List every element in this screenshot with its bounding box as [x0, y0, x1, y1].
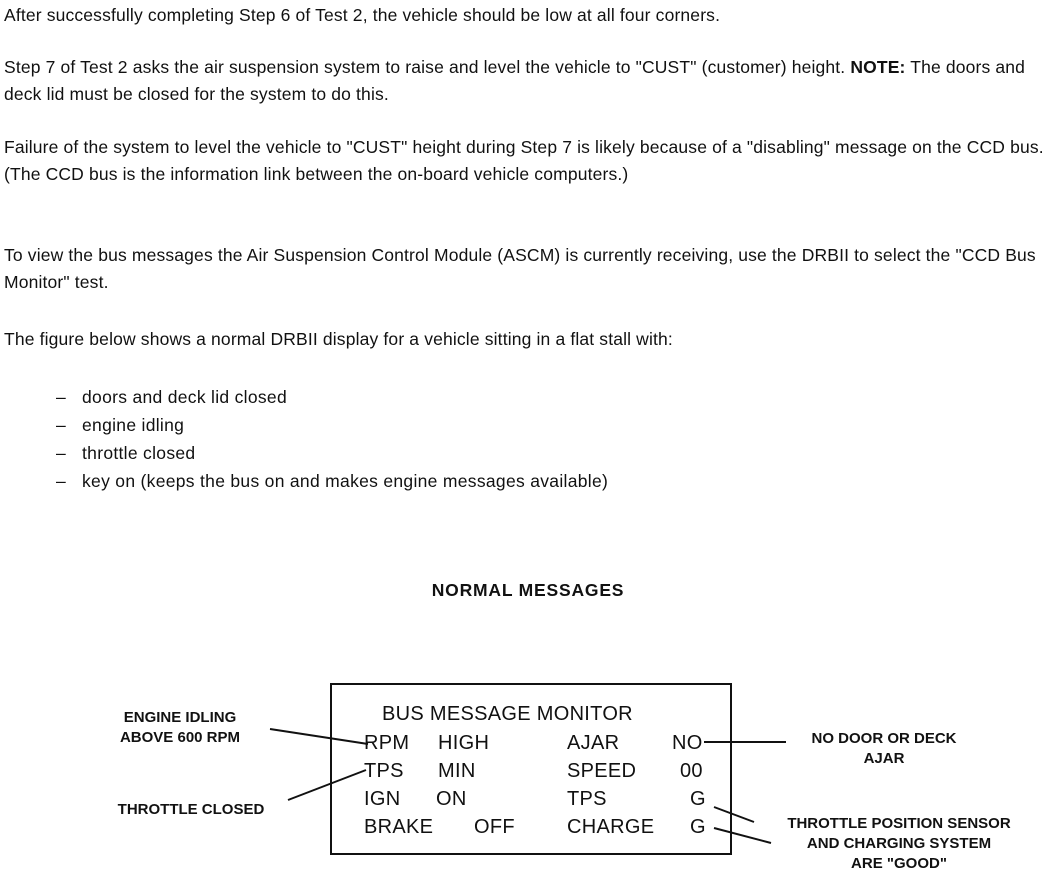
annotation-line: ARE "GOOD" [851, 855, 947, 872]
monitor-label: TPS [567, 788, 607, 810]
list-item-text: doors and deck lid closed [82, 387, 287, 407]
annotation-sensors-good [756, 814, 1042, 874]
annotation-engine-idling [90, 708, 270, 748]
annotation-no-door-ajar [788, 729, 980, 769]
bullet-marker: – [56, 415, 67, 435]
figure-heading: NORMAL MESSAGES [431, 580, 625, 600]
monitor-label: TPS [364, 760, 404, 782]
monitor-value: ON [436, 788, 467, 810]
annotation-line: NO DOOR OR DECK [811, 730, 957, 747]
monitor-value: MIN [438, 760, 476, 782]
note-text: The doors and deck lid must be closed for the system to do this. [4, 57, 1026, 104]
paragraph-intro-text: After successfully completing Step 6 of Test 2, the vehicle should be low at all four corners. [4, 5, 721, 25]
monitor-label: RPM [364, 732, 410, 754]
list-item-text: key on (keeps the bus on and makes engine messages available) [82, 471, 609, 491]
monitor-label: IGN [364, 788, 401, 810]
annotation-line: ABOVE 600 RPM [119, 729, 241, 746]
monitor-value: 00 [680, 760, 703, 782]
paragraph-step7-text: Step 7 of Test 2 asks the air suspension system to raise and level the vehicle to "CUST" (customer) height. [4, 57, 846, 77]
annotation-line: AJAR [863, 750, 905, 767]
annotation-line: ENGINE IDLING [123, 709, 237, 726]
monitor-value: OFF [474, 816, 515, 838]
list-item-text: engine idling [82, 415, 185, 435]
paragraph-view-bus-text: To view the bus messages the Air Suspension Control Module (ASCM) is currently receiving, use the DRBII to select the "CCD Bus Monitor" test. [4, 245, 1036, 292]
monitor-value: NO [672, 732, 703, 754]
annotation-throttle-closed [96, 800, 286, 820]
paragraph-failure-text: Failure of the system to level the vehicle to "CUST" height during Step 7 is likely because of a "disabling" message on the CCD bus. [4, 137, 1044, 157]
monitor-title: BUS MESSAGE MONITOR [382, 703, 633, 725]
monitor-value: G [690, 788, 706, 810]
annotation-line: THROTTLE POSITION SENSOR [787, 815, 1011, 832]
bus-message-monitor-display [330, 683, 732, 855]
monitor-label: CHARGE [567, 816, 655, 838]
list-item-text: throttle closed [82, 443, 196, 463]
bullet-marker: – [56, 471, 67, 491]
paragraph-ccd-note: (The CCD bus is the information link between the on-board vehicle computers.) [4, 164, 629, 184]
annotation-line: THROTTLE CLOSED [117, 801, 265, 818]
bullet-marker: – [56, 387, 67, 407]
paragraph-figure-intro-text: The figure below shows a normal DRBII display for a vehicle sitting in a flat stall with: [4, 329, 673, 349]
monitor-value: G [690, 816, 706, 838]
monitor-value: HIGH [438, 732, 490, 754]
monitor-label: AJAR [567, 732, 620, 754]
note-label: NOTE: [850, 57, 906, 77]
monitor-label: BRAKE [364, 816, 434, 838]
annotation-line: AND CHARGING SYSTEM [806, 835, 992, 852]
bullet-marker: – [56, 443, 67, 463]
monitor-label: SPEED [567, 760, 637, 782]
